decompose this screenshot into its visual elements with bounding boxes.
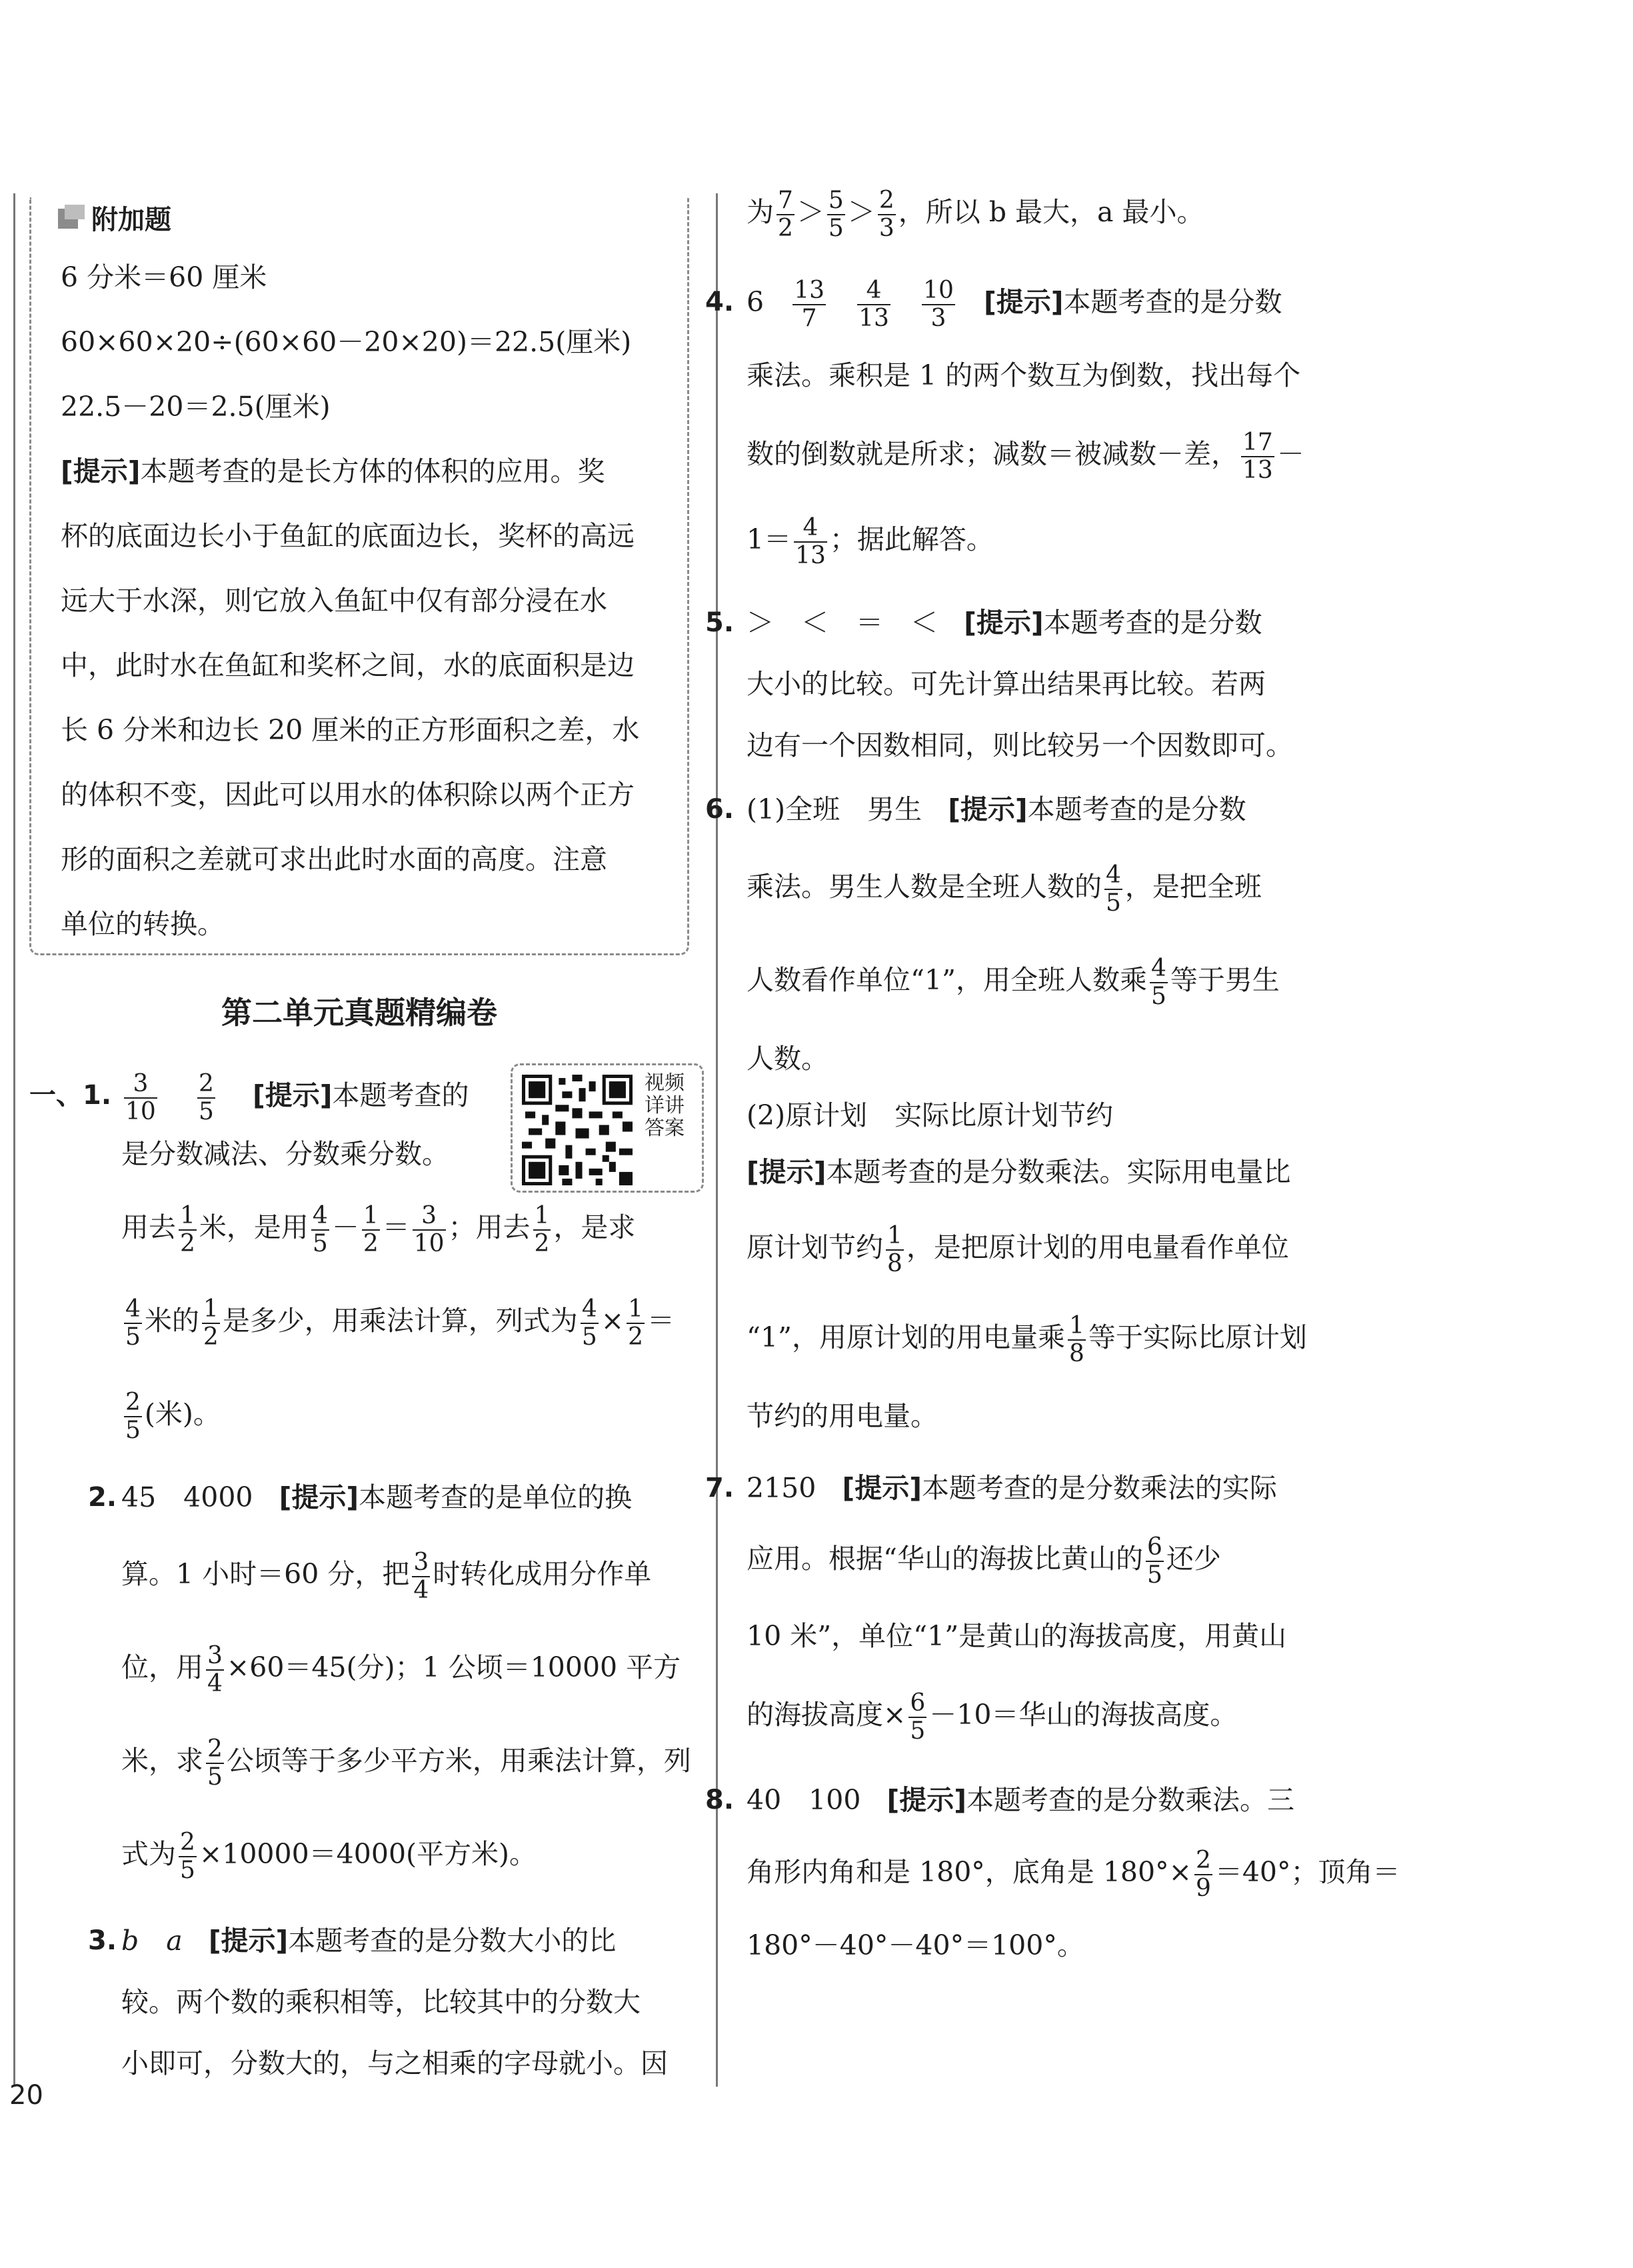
appendix-tip-line: 单位的转换。 [61,908,225,940]
appendix-line: 6 分米＝60 厘米 [61,261,267,293]
question-1: 视频详讲答案 一、1. $\frac{3}{10}$ $\frac{2}{5}$ [提示]本题考查的 是分数减法、分数乘分数。 用去 $\frac{1}{2}$ 米，是用 $\frac{4}{5}$ － $\frac{1}{2}$ ＝ $\frac{3}{10}$ ；用去 $\frac{1}{2}$ ，是求 $\frac{4}{5}$ 米的 $\frac{1}{2}$ 是多少，用乘法计算，列式为 $\frac{4}{5}$ × $\frac{1}{2}$ ＝ $\frac{2}{5}$ (米)。 [29,1063,689,1461]
tip-label: [提示] [964,607,1044,639]
appendix-line: 60×60×20÷(60×60－20×20)＝22.5(厘米) [61,326,632,358]
question-number: 6. [705,794,735,825]
question-2: 2. 45 4000 [提示]本题考查的是单位的换 算。1 小时＝60 分，把 $\frac{3}{4}$ 时转化成用分作单 位，用 $\frac{3}{4}$ ×60＝45(分)；1 公顷＝10000 平方 米，求 $\frac{2}{5}$ 公顷等于多少平方米，用乘法计算，列 式为 $\frac{2}{5}$ ×10000＝4000(平方米)。 [29,1467,689,1901]
answer: 6 [747,286,765,318]
question-6: 6. (1)全班 男生 [提示]本题考查的是分数 乘法。男生人数是全班人数的 $\frac{4}{5}$ ，是把全班 人数看作单位“1”，用全班人数乘 $\frac{4}{5}$ 等于男生 人数。 (2)原计划 实际比原计划节约 [提示]本题考查的是分数乘法。实际用电量比 原计划节约 $\frac{1}{8}$ ，是把原计划的用电量看作单位 “1”，用原计划的用电量乘 $\frac{1}{8}$ 等于实际比原计划 节约的用电量。 [747,779,1366,1448]
question-8: 8. 40 100 [提示]本题考查的是分数乘法。三 角形内角和是 180°，底角是 180°× $\frac{2}{9}$ ＝40°；顶角＝ 180°－40°－40°＝100°。 [747,1768,1366,1979]
tip-label: [提示] [208,1925,289,1957]
fraction: $\frac{17}{13}$ [1242,428,1273,484]
tip-label: [提示] [61,455,141,487]
fraction: $\frac{3}{10}$ [413,1201,445,1257]
appendix-box [29,197,689,955]
appendix-line: 22.5－20＝2.5(厘米) [61,391,331,423]
fraction: $\frac{2}{5}$ [180,1828,195,1884]
question-7: 7. 2150 [提示]本题考查的是分数乘法的实际 应用。根据“华山的海拔比黄山的 $\frac{6}{5}$ 还少 10 米”，单位“1”是黄山的海拔高度，用黄山 的海拔高度× $\frac{6}{5}$ －10＝华山的海拔高度。 [747,1456,1366,1755]
appendix-tip-line: 的体积不变，因此可以用水的体积除以两个正方 [61,779,635,811]
answer: 40 100 [747,1784,861,1816]
fraction: $\frac{6}{5}$ [910,1689,926,1745]
fraction: $\frac{4}{5}$ [312,1201,328,1257]
appendix-tip-line: 形的面积之差就可求出此时水面的高度。注意 [61,843,607,875]
section-icon [58,205,85,230]
right-column [705,179,1400,1979]
tip-label: [提示] [253,1079,333,1111]
fraction: $\frac{2}{5}$ [125,1388,141,1444]
fraction: $\frac{5}{5}$ [828,186,844,242]
appendix-tip-line: 中，此时水在鱼缸和奖杯之间，水的底面积是边 [61,649,635,681]
left-column [29,197,689,2094]
appendix-heading: 附加题 [58,197,671,237]
tip-label: [提示] [842,1472,922,1504]
fraction: $\frac{4}{13}$ [858,276,889,332]
page-number: 20 [9,2080,43,2111]
tip-label: [提示] [747,1156,826,1188]
fraction: $\frac{13}{7}$ [794,276,825,332]
fraction: $\frac{1}{8}$ [1069,1311,1084,1367]
appendix-tip-line: 远大于水深，则它放入鱼缸中仅有部分浸在水 [61,585,607,617]
fraction: $\frac{10}{3}$ [923,276,954,332]
appendix-tip-line: 长 6 分米和边长 20 厘米的正方形面积之差，水 [61,714,640,746]
fraction: $\frac{1}{2}$ [628,1295,643,1351]
unit-title: 第二单元真题精编卷 [221,995,497,1031]
question-number: 2. [88,1482,117,1513]
fraction: $\frac{4}{5}$ [1151,954,1166,1010]
fraction: $\frac{2}{5}$ [207,1735,223,1791]
question-number: 4. [705,287,735,317]
fraction: $\frac{6}{5}$ [1146,1533,1162,1589]
qr-label: 视频详讲答案 [645,1071,685,1140]
answer: (2)原计划 实际比原计划节约 [747,1099,1114,1131]
answer: 2150 [747,1472,816,1504]
fraction: $\frac{3}{10}$ [125,1069,156,1125]
fraction: $\frac{1}{2}$ [203,1295,219,1351]
fraction: $\frac{1}{2}$ [363,1201,379,1257]
answer: 45 4000 [121,1481,253,1513]
fraction: $\frac{1}{2}$ [534,1201,550,1257]
fraction: $\frac{7}{2}$ [778,186,793,242]
fraction: $\frac{1}{2}$ [180,1201,195,1257]
question-3-continued: 为 $\frac{7}{2}$ ＞ $\frac{5}{5}$ ＞ $\frac{2}{3}$ ，所以 b 最大，a 最小。 [747,186,1204,242]
fraction: $\frac{4}{13}$ [795,513,826,569]
fraction: $\frac{4}{5}$ [581,1295,597,1351]
fraction: $\frac{3}{4}$ [413,1548,429,1604]
question-5: 5. ＞ ＜ ＝ ＜ [提示]本题考查的是分数 大小的比较。可先计算出结果再比较。若两 边有一个因数相同，则比较另一个因数即可。 [747,592,1366,776]
fraction: $\frac{2}{9}$ [1195,1846,1211,1902]
fraction: $\frac{2}{5}$ [198,1069,214,1125]
tip-label: [提示] [279,1481,359,1513]
question-number: 8. [705,1785,735,1815]
question-4: 4. 6 $\frac{13}{7}$ $\frac{4}{13}$ $\frac{10}{3}$ [提示]本题考查的是分数 乘法。乘积是 1 的两个数互为倒数，找出每个 数的倒数就是所求；减数＝被减数－差， $\frac{17}{13}$ － 1＝ $\frac{4}{13}$ ；据此解答。 [747,265,1366,583]
fraction: $\frac{2}{3}$ [878,186,894,242]
question-number: 3. [88,1925,117,1956]
fraction: $\frac{4}{5}$ [125,1295,141,1351]
left-margin-rule [13,193,15,2087]
appendix-tip-line: [提示]本题考查的是长方体的体积的应用。奖 [61,455,605,487]
fraction: $\frac{4}{5}$ [1106,861,1121,917]
answer: ＞ ＜ ＝ ＜ [747,607,938,639]
tip-label: [提示] [948,793,1028,825]
question-number: 7. [705,1473,735,1503]
tip-label: [提示] [886,1784,967,1816]
answer: (1)全班 男生 [747,793,922,825]
tip-label: [提示] [983,286,1064,318]
question-3: 3. b a [提示]本题考查的是分数大小的比 较。两个数的乘积相等，比较其中的分数大 小即可，分数大的，与之相乘的字母就小。因 [29,1910,689,2094]
fraction: $\frac{1}{8}$ [887,1221,902,1277]
question-number: 5. [705,607,735,638]
appendix-tip-line: 杯的底面边长小于鱼缸的底面边长，奖杯的高远 [61,520,635,552]
question-number: 一、1. [29,1080,112,1111]
answer: b a [121,1925,183,1957]
fraction: $\frac{3}{4}$ [207,1641,223,1697]
